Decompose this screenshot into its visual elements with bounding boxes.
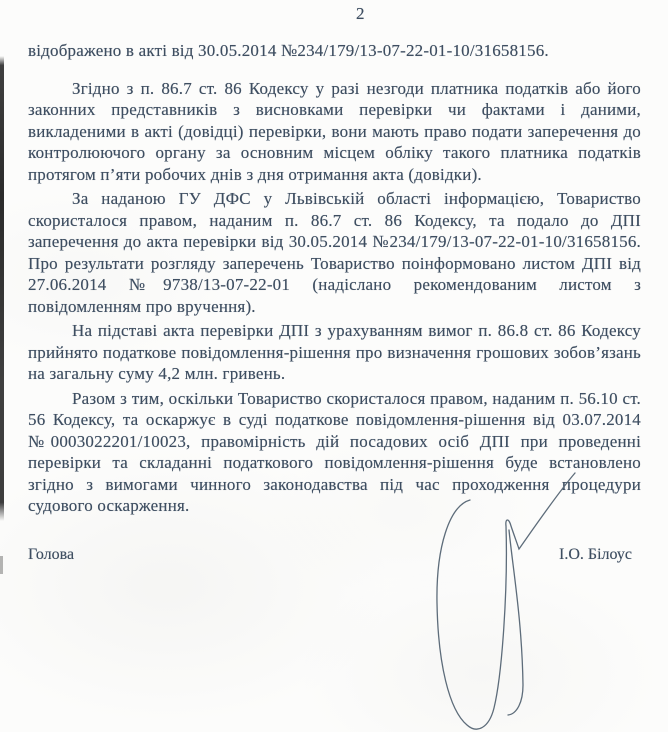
paragraph-continuation: відображено в акті від 30.05.2014 №234/179/13-07-22-01-10/31658156. [28,41,549,60]
scan-edge-artifact-small [0,556,3,574]
paragraph-povidomlennya-rishennya: На підставі акта перевірки ДПІ з урахуванням вимог п. 86.8 ст. 86 Кодексу прийнято податкове повідомлення-рішення про визначення грошових зобов’язань на загальну суму 4,2 млн. гривень. [28,321,641,383]
handwritten-signature [425,460,585,732]
paragraph-zaperechennya: За наданою ГУ ДФС у Львівській області інформацією, Товариство скористалося правом, наданим п. 86.7 ст. 86 Кодексу, та подало до ДПІ заперечення до акта перевірки від 30.05.2014 №234/179/13-07-22-01-10/31658156. Про результати розгляду заперечень Товариство поінформовано листом ДПІ від 27.06.2014 №9738/13-07-22-01 (надіслано рекомендованим листом з повідомленням про вручення). [28,189,641,316]
document-body [28,40,641,520]
scan-edge-artifact [0,56,4,521]
page-number: 2 [356,4,365,23]
signer-title: Голова [28,546,75,563]
signer-name: І.О. Білоус [559,546,632,563]
paragraph-sudove-oskarzhennya: Разом з тим, оскільки Товариство скористалося правом, наданим п. 56.10 ст. 56 Кодексу, та оскаржує в суді податкове повідомлення-рішення від 03.07.2014 №0003022201/10023, правомірність дій посадових осіб ДПІ при проведенні перевірки та складанні податкового повідомлення-рішення буде встановлено згідно з вимогами чинного законодавства під час проходження процедури судового оскарження. [28,388,641,515]
paragraph-kodeks-86-7: Згідно з п. 86.7 ст. 86 Кодексу у разі незгоди платника податків або його законних представників з висновками перевірки чи фактами і даними, викладеними в акті (довідці) перевірки, вони мають право подати заперечення до контролюючого органу за основним місцем обліку такого платника податків протягом п’яти робочих днів з дня отримання акта (довідки). [28,78,641,184]
signature-row [28,545,632,565]
